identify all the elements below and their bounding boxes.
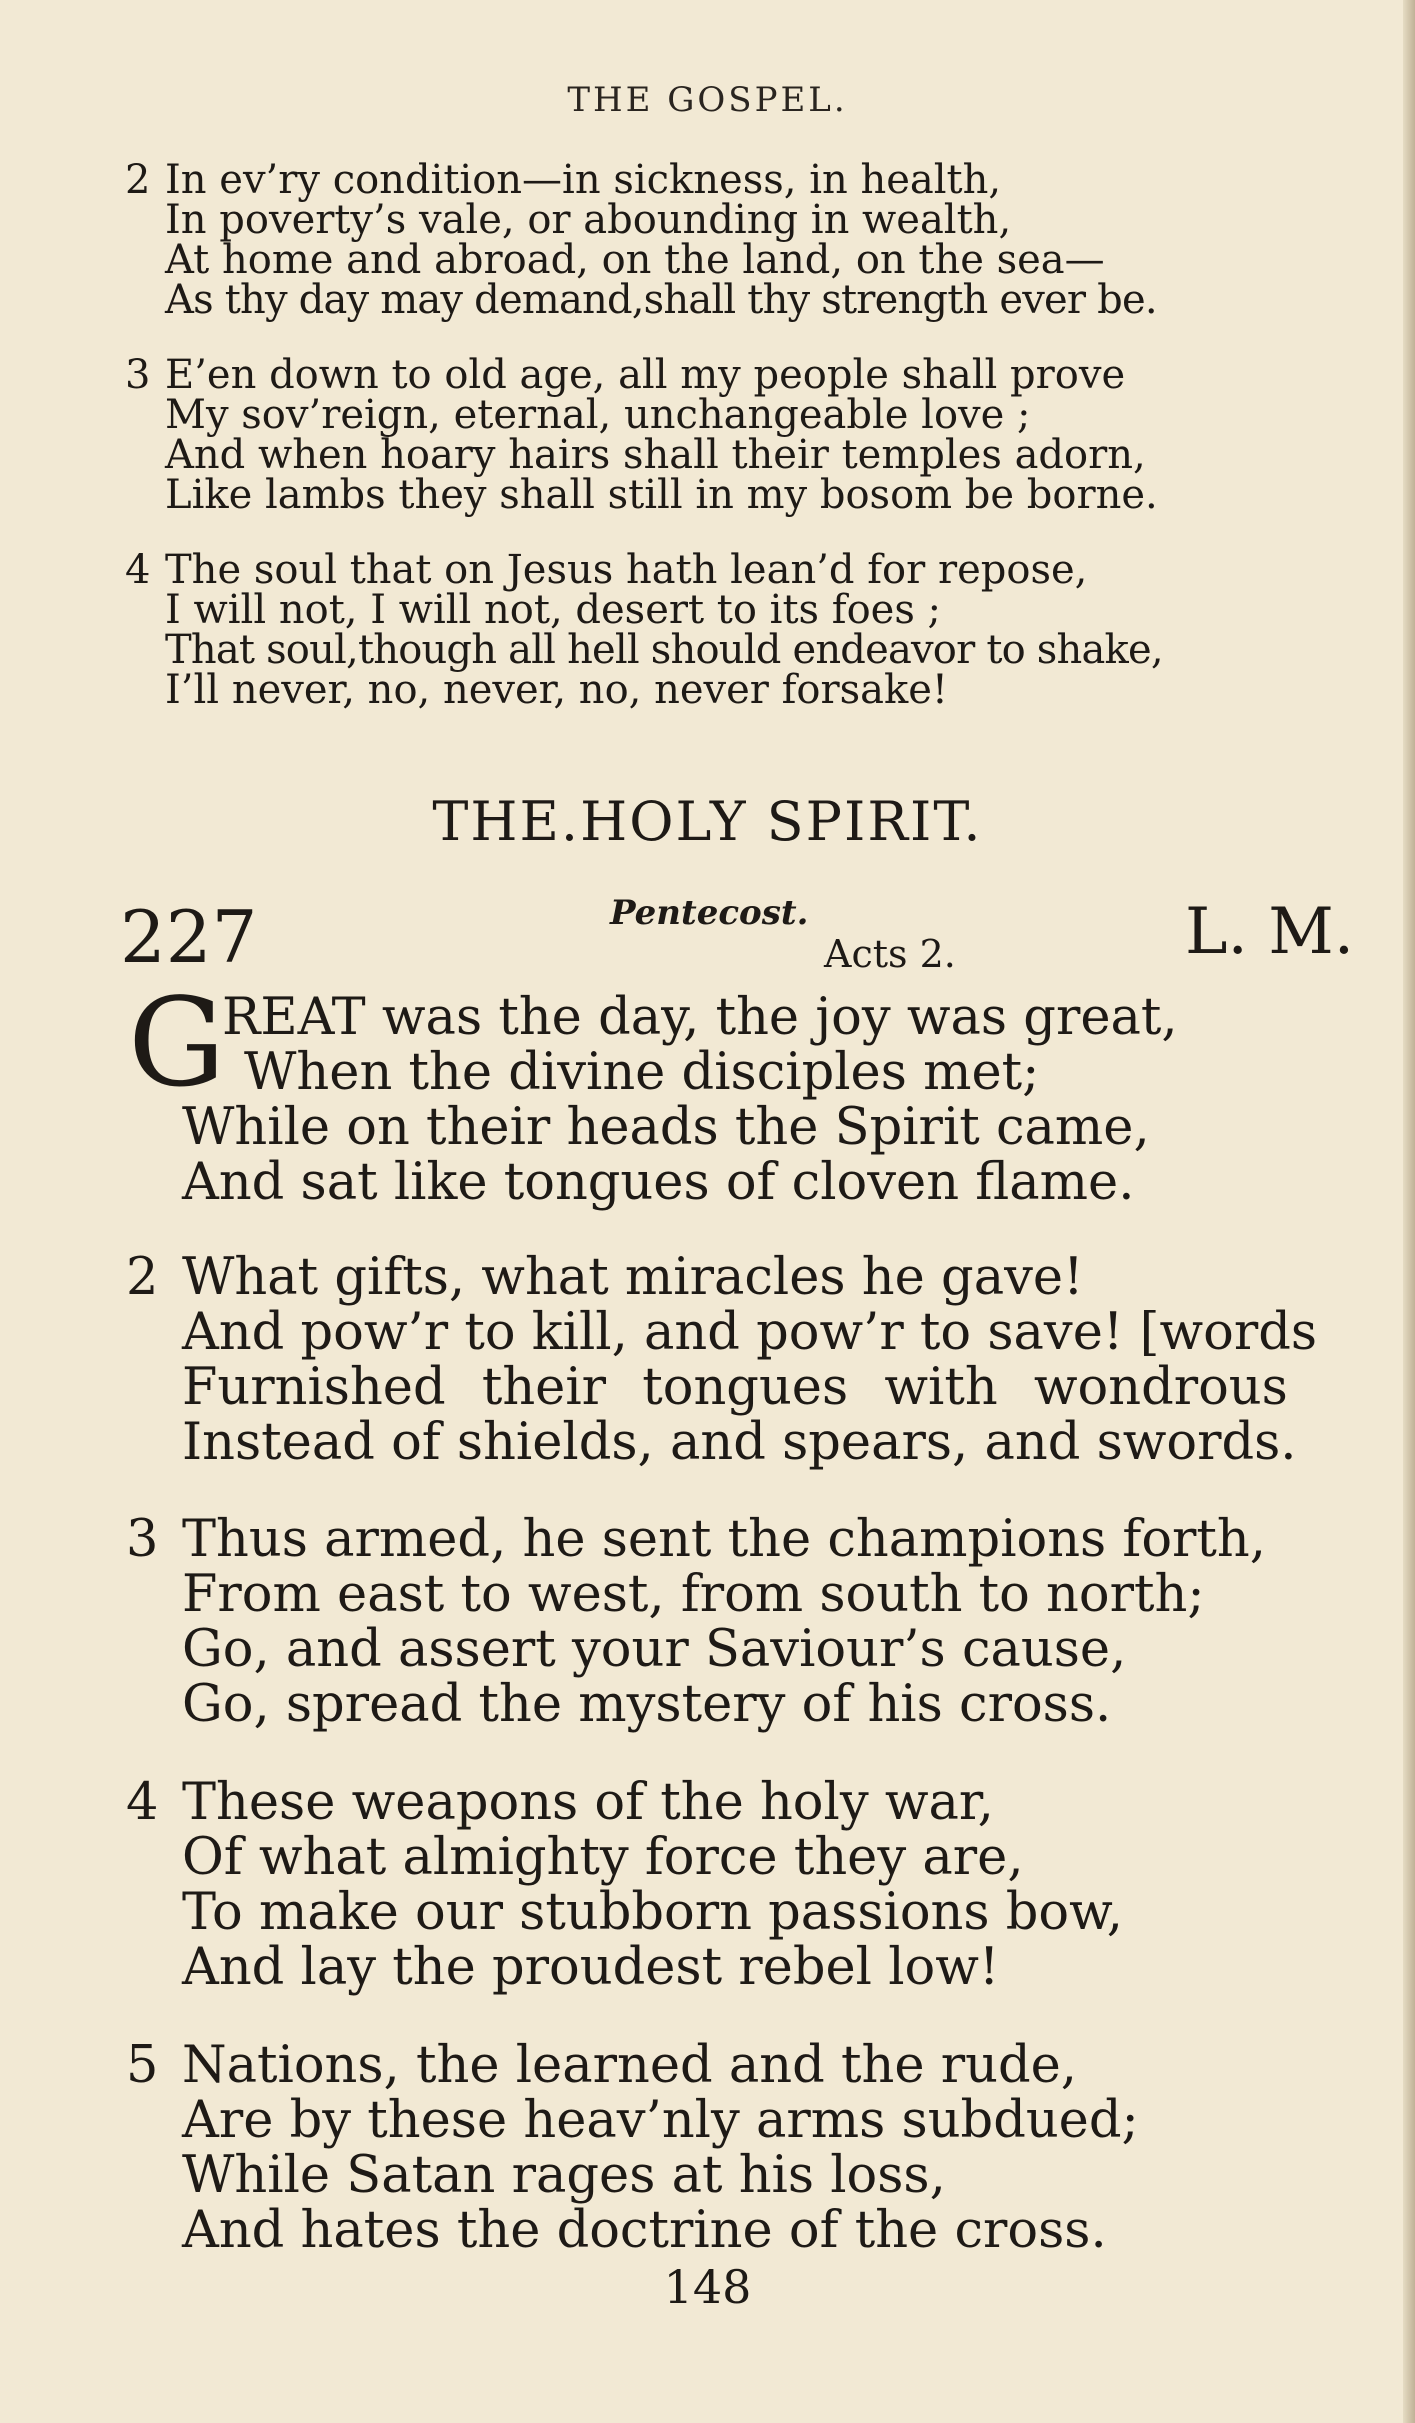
verse-line: Like lambs they shall still in my bosom be borne. [165, 472, 1158, 518]
drop-cap: G [128, 972, 226, 1114]
verse-line: Of what almighty force they are, [182, 1828, 1024, 1887]
stanza-4 [126, 1775, 1123, 1995]
stanza-1-tail [182, 1100, 1150, 1210]
stanza-number: 2 [126, 1248, 159, 1307]
scripture-reference: Acts 2. [824, 932, 956, 976]
page-number: 148 [663, 2260, 752, 2314]
verse-line: Thus armed, he sent the champions forth, [182, 1510, 1266, 1569]
verse-line: I’ll never, no, never, no, never forsake! [165, 667, 948, 713]
stanza-number: 2 [125, 157, 151, 203]
verse-line: When the divine disciples met; [244, 1043, 1040, 1102]
meter: L. M. [1185, 895, 1355, 969]
stanza-3 [126, 1512, 1266, 1732]
stanza-number: 3 [126, 1510, 159, 1569]
verse-line: The soul that on Jesus hath lean’d for repose, [165, 547, 1088, 593]
verse-line: And hates the doctrine of the cross. [182, 2201, 1107, 2260]
stanza-number: 4 [126, 1773, 159, 1832]
stanza-5 [126, 2038, 1139, 2258]
verse-line: What gifts, what miracles he gave! [182, 1248, 1084, 1307]
verse-line: In ev’ry condition—in sickness, in health, [165, 157, 1002, 203]
stanza-number: 3 [125, 352, 151, 398]
verse-line: To make our stubborn passions bow, [182, 1883, 1123, 1942]
verse-line: E’en down to old age, all my people shall prove [165, 352, 1126, 398]
verse-line: And sat like tongues of cloven flame. [182, 1153, 1135, 1212]
verse-line: While Satan rages at his loss, [182, 2146, 946, 2205]
verse-line: In poverty’s vale, or abounding in wealth, [165, 197, 1012, 243]
prev-stanza-2 [125, 157, 1157, 323]
verse-line: And when hoary hairs shall their temples adorn, [165, 432, 1146, 478]
tune-name: Pentecost. [610, 893, 809, 933]
verse-line: These weapons of the holy war, [182, 1773, 994, 1832]
prev-stanza-4 [125, 547, 1163, 713]
prev-stanza-3 [125, 352, 1158, 518]
verse-line: While on their heads the Spirit came, [182, 1098, 1150, 1157]
verse-line: Furnished their tongues with wondrous [182, 1358, 1288, 1417]
page-edge [1403, 0, 1415, 2423]
verse-line: Are by these heav’nly arms subdued; [182, 2091, 1139, 2150]
verse-line: And lay the proudest rebel low! [182, 1938, 1000, 1997]
stanza-2 [126, 1250, 1317, 1470]
running-head: THE GOSPEL. [567, 80, 848, 120]
verse-line: And pow’r to kill, and pow’r to save! [words [182, 1303, 1318, 1362]
stanza-number: 5 [126, 2036, 159, 2095]
verse-line: I will not, I will not, desert to its foes ; [165, 587, 942, 633]
verse-line: My sov’reign, eternal, unchangeable love ; [165, 392, 1031, 438]
hymn-number: 227 [120, 895, 258, 979]
verse-line: Instead of shields, and spears, and swords. [182, 1413, 1297, 1472]
verse-line: As thy day may demand,shall thy strength ever be. [165, 277, 1157, 323]
verse-line: REAT was the day, the joy was great, [222, 988, 1178, 1047]
verse-line: Go, and assert your Saviour’s cause, [182, 1620, 1127, 1679]
verse-line: At home and abroad, on the land, on the sea— [165, 237, 1105, 283]
verse-line: Nations, the learned and the rude, [182, 2036, 1077, 2095]
stanza-1-head [182, 990, 1178, 1100]
verse-line: Go, spread the mystery of his cross. [182, 1675, 1112, 1734]
stanza-number: 4 [125, 547, 151, 593]
section-title: THE.HOLY SPIRIT. [432, 790, 983, 853]
verse-line: From east to west, from south to north; [182, 1565, 1205, 1624]
verse-line: That soul,though all hell should endeavor to shake, [165, 627, 1163, 673]
